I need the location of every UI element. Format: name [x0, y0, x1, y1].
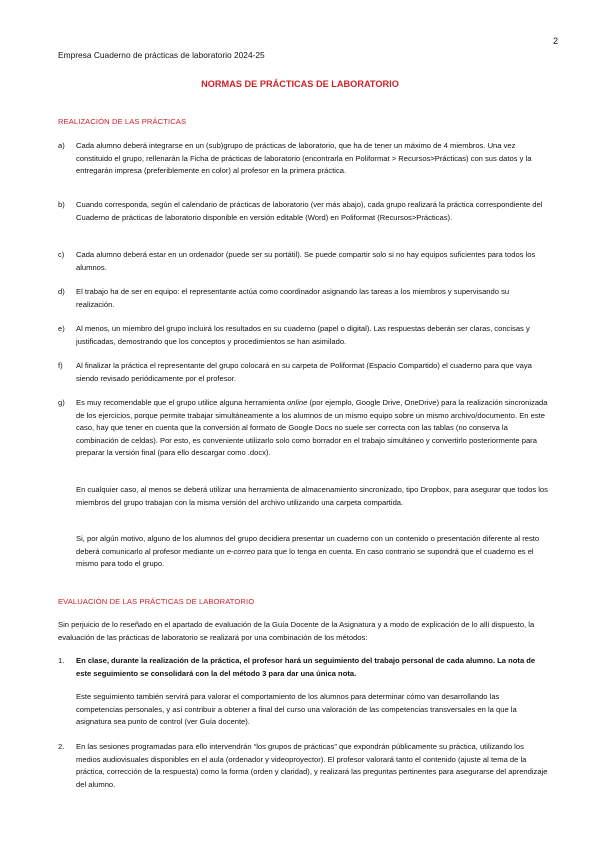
list-item-text: En clase, durante la realización de la práctica, el profesor hará un seguimiento del trabajo personal de cada alumno. La nota de este seguimiento se consolidará con la del método 3 para dar una única nota. [76, 656, 536, 678]
paragraph-evaluation-intro: Sin perjuicio de lo reseñado en el apartado de evaluación de la Guía Docente de la Asignatura y a modo de explicación de lo allí dispuesto, la evaluación de las prácticas de laboratorio se realizará por una combinación de los métodos: [58, 620, 535, 642]
list-marker: c) [58, 250, 65, 259]
paragraph-different-notebook [76, 533, 548, 571]
list-item-1 [58, 655, 548, 680]
list-item-text: Al finalizar la práctica el representante del grupo colocará en su carpeta de Poliformat (Espacio Compartido) el cuaderno para que vaya siendo revisado periódicamente por el profesor. [76, 361, 532, 383]
list-item-g [58, 397, 548, 460]
list-item-text: Cuando corresponda, según el calendario de prácticas de laboratorio (ver más abajo), cada grupo realizará la práctica correspondiente del Cuaderno de prácticas de laboratorio disponible en versión editable (Word) en Poliformat (Recursos>Prácticas). [76, 200, 543, 222]
list-marker: 2. [58, 742, 65, 751]
page-title: NORMAS DE PRÁCTICAS DE LABORATORIO [201, 79, 399, 89]
list-item-text: El trabajo ha de ser en equipo: el representante actúa como coordinador asignando las tareas a los miembros y supervisando su realización. [76, 287, 510, 309]
page-number: 2 [552, 36, 558, 46]
list-marker: 1. [58, 656, 65, 665]
list-item-c [58, 249, 548, 274]
emphasis-ecorreo: e-correo [226, 546, 255, 556]
list-marker: b) [58, 200, 65, 209]
list-marker: d) [58, 287, 65, 296]
document-header: Empresa Cuaderno de prácticas de laboratorio 2024-25 [58, 50, 265, 60]
text-segment: Si, por algún motivo, alguno de los alumnos del grupo decidiera presentar un cuaderno con un contenido o presentación diferente al resto deberá comunicarlo al profesor mediante un [76, 534, 540, 556]
text-segment: para que lo tenga en cuenta. En caso contrario se supondrá que el cuaderno es el mismo para todo el grupo. [76, 546, 534, 568]
text-segment: Es muy recomendable que el grupo utilice alguna herramienta [76, 398, 288, 407]
list-item-text: Cada alumno deberá integrarse en un (sub)grupo de prácticas de laboratorio, que ha de tener un máximo de 4 miembros. Una vez constituido el grupo, rellenarán la Ficha de prácticas de laboratorio (encontrarla en Poliformat > Recursos>Prácticas) con sus datos y la entregarán impresa (preferiblemente en color) al profesor en la primera práctica. [76, 141, 532, 175]
section-heading-realizacion: REALIZACIÓN DE LAS PRÁCTICAS [58, 117, 187, 126]
list-item-text: En las sesiones programadas para ello intervendrán “los grupos de prácticas” que expondrán públicamente su práctica, utilizando los medios audiovisuales disponibles en el aula (ordenador y videoproyector). El profesor valorará tanto el contenido (ajuste al tema de la práctica, corrección de la respuesta) como la forma (orden y claridad), y realizará las preguntas pertinentes para asegurarse del aprendizaje del alumno. [76, 742, 548, 789]
list-marker: f) [58, 361, 63, 370]
emphasis-online: online [287, 398, 308, 407]
paragraph-sync-storage: En cualquier caso, al menos se deberá utilizar una herramienta de almacenamiento sincronizado, tipo Dropbox, para asegurar que todos los miembros del grupo trabajan con la misma versión del archivo utilizando una carpeta compartida. [76, 485, 548, 507]
list-item-text: Cada alumno deberá estar en un ordenador (puede ser su portátil). Se puede compartir solo si no hay equipos suficientes para todos los alumnos. [76, 250, 536, 272]
list-marker: g) [58, 398, 65, 407]
list-item-f [58, 360, 548, 385]
list-item-2 [58, 741, 548, 791]
section-heading-evaluacion: EVALUACIÓN DE LAS PRÁCTICAS DE LABORATORIO [58, 597, 255, 606]
list-item-b [58, 199, 548, 224]
list-item-text: Al menos, un miembro del grupo incluirá los resultados en su cuaderno (papel o digital). Las respuestas deberán ser claras, concisas y justificadas, demostrando que los conceptos y procedimientos se han asimilado. [76, 324, 530, 346]
list-item-e [58, 323, 548, 348]
list-item-d [58, 286, 548, 311]
text-segment: (por ejemplo, Google Drive, OneDrive) para la realización sincronizada de los ejercicios, porque permite trabajar simultáneamente a los alumnos de un mismo equipo sobre un mismo archivo/documento. En este caso, hay que tener en cuenta que la conversión al formato de Google Docs no suele ser correcta con las tablas (no conserva la combinación de celdas). Por esto, es conveniente utilizarlo solo como borrador en el trabajo simultáneo y convertirlo posteriormente para preparar la versión final (para ello descargar como .docx). [76, 398, 548, 457]
list-item-a [58, 140, 548, 178]
paragraph-competencias: Este seguimiento también servirá para valorar el comportamiento de los alumnos para determinar cómo van desarrollando las competencias personales, y así contribuir a obtener a final del curso una valoración de las competencias transversales en la que la asignatura sea punto de control (ver Guía docente). [76, 692, 517, 726]
list-marker: e) [58, 324, 65, 333]
list-marker: a) [58, 141, 65, 150]
list-item-text [76, 397, 548, 460]
